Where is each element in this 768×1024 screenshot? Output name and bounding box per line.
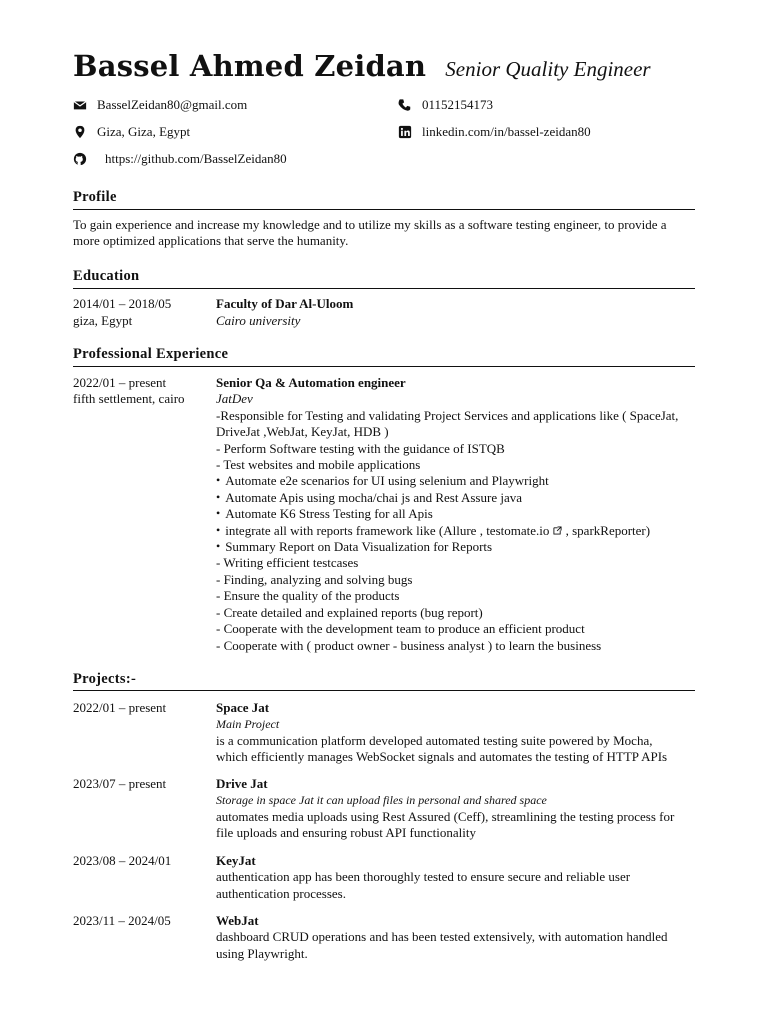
project-line: is a communication platform developed automated testing suite powered by Mocha, xyxy=(216,732,653,748)
experience-bullet: • Automate K6 Stress Testing for all Apis xyxy=(216,506,696,522)
education-university: Cairo university xyxy=(216,313,301,328)
experience-line: -Responsible for Testing and validating Project Services and applications like ( SpaceJat, xyxy=(216,407,679,423)
reports-suffix: , sparkReporter) xyxy=(562,522,651,538)
contact-email[interactable] xyxy=(73,97,247,113)
project-line: automates media uploads using Rest Assured (Ceff), streamlining the testing process for xyxy=(216,808,675,824)
experience-line: - Cooperate with the development team to produce an efficient product xyxy=(216,621,585,637)
project-date: 2023/07 – present xyxy=(73,776,167,791)
experience-company: JatDev xyxy=(216,391,253,407)
contact-linkedin[interactable] xyxy=(398,124,591,140)
project-name: Space Jat xyxy=(216,700,270,715)
experience-line: - Finding, analyzing and solving bugs xyxy=(216,571,413,587)
project-spacejat xyxy=(216,700,696,766)
project-name: Drive Jat xyxy=(216,776,268,791)
job-title: Senior Quality Engineer xyxy=(445,57,651,81)
contact-phone[interactable] xyxy=(398,97,493,113)
experience-line: - Cooperate with ( product owner - business analyst ) to learn the business xyxy=(216,637,602,653)
education-location: giza, Egypt xyxy=(73,313,133,328)
project-line: which efficiently manages WebSocket signals and automates the testing of HTTP APIs xyxy=(216,749,668,765)
profile-summary xyxy=(73,217,695,250)
project-date: 2022/01 – present xyxy=(73,700,167,715)
project-line: authentication app has been thoroughly tested to ensure secure and reliable user xyxy=(216,869,631,885)
experience-line: - Test websites and mobile applications xyxy=(216,457,421,473)
contact-github[interactable] xyxy=(73,151,287,167)
experience-line: - Create detailed and explained reports (bug report) xyxy=(216,604,483,620)
project-line: using Playwright. xyxy=(216,945,308,961)
profile-heading: Profile xyxy=(73,189,117,205)
experience-details xyxy=(216,375,696,654)
project-subtitle: Storage in space Jat it can upload files in personal and shared space xyxy=(216,793,547,808)
projects-divider xyxy=(73,690,695,691)
profile-divider xyxy=(73,209,695,210)
header xyxy=(73,49,651,83)
experience-line: - Ensure the quality of the products xyxy=(216,588,400,604)
candidate-name: Bassel Ahmed Zeidan xyxy=(73,49,427,83)
contact-location xyxy=(73,124,190,140)
experience-line: - Writing efficient testcases xyxy=(216,555,359,571)
projects-heading: Projects:- xyxy=(73,671,137,687)
project-date: 2023/11 – 2024/05 xyxy=(73,913,171,928)
experience-bullet: • Automate e2e scenarios for UI using selenium and Playwright xyxy=(216,473,696,489)
project-line: file uploads and ensuring robust API functionality xyxy=(216,825,476,841)
project-webjat xyxy=(216,913,696,962)
experience-line: DriveJat ,WebJat, KeyJat, HDB ) xyxy=(216,424,389,440)
envelope-icon xyxy=(73,98,87,112)
education-date: 2014/01 – 2018/05 xyxy=(73,296,172,311)
experience-line: - Perform Software testing with the guidance of ISTQB xyxy=(216,440,505,456)
email-text: BasselZeidan80@gmail.com xyxy=(97,97,248,112)
experience-bullet: • Automate Apis using mocha/chai js and Rest Assure java xyxy=(216,490,696,506)
github-text: https://github.com/BasselZeidan80 xyxy=(105,151,287,166)
linkedin-text: linkedin.com/in/bassel-zeidan80 xyxy=(422,124,591,139)
experience-bullet: • Summary Report on Data Visualization for Reports xyxy=(216,539,696,555)
project-line: dashboard CRUD operations and has been tested extensively, with automation handled xyxy=(216,929,668,945)
education-divider xyxy=(73,288,695,289)
experience-role: Senior Qa & Automation engineer xyxy=(216,375,406,390)
project-name: WebJat xyxy=(216,913,259,928)
phone-icon xyxy=(398,98,412,112)
experience-location: fifth settlement, cairo xyxy=(73,391,185,406)
reports-text: integrate all with reports framework like (Allure , testomate.io xyxy=(225,522,550,538)
education-school: Faculty of Dar Al-Uloom xyxy=(216,296,354,311)
project-subtitle: Main Project xyxy=(216,717,280,732)
project-keyjat xyxy=(216,853,696,902)
github-icon xyxy=(73,152,87,166)
project-drivejat xyxy=(216,776,696,842)
profile-line: To gain experience and increase my knowledge and to utilize my skills as a software testing engineer, to provide a xyxy=(73,217,667,232)
experience-date: 2022/01 – present xyxy=(73,375,167,390)
education-heading: Education xyxy=(73,268,140,284)
project-line: authentication processes. xyxy=(216,885,346,901)
experience-heading: Professional Experience xyxy=(73,346,229,362)
experience-bullet-reports xyxy=(216,523,696,539)
profile-line: more optimized applications that serve the humanity. xyxy=(73,233,349,249)
location-text: Giza, Giza, Egypt xyxy=(97,124,191,139)
project-date: 2023/08 – 2024/01 xyxy=(73,853,172,868)
phone-text: 01152154173 xyxy=(422,97,494,112)
linkedin-icon xyxy=(398,125,412,139)
location-pin-icon xyxy=(73,125,87,139)
experience-divider xyxy=(73,366,695,367)
project-name: KeyJat xyxy=(216,853,256,868)
